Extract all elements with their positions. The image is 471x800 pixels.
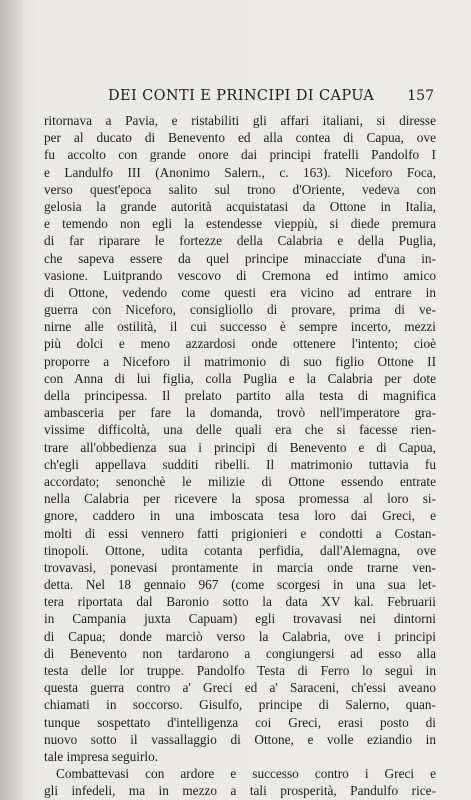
text-line: di Ottone, vedendo come questi era vicino ad entrare in: [44, 284, 436, 300]
text-line: guerra con Niceforo, consigliollo di provare, prima di ve-: [44, 302, 436, 318]
text-line: accordato; senonchè le milizie di Ottone essendo entrate: [44, 473, 436, 489]
text-line: con Anna di lui figlia, colla Puglia e la Calabria per dote: [44, 370, 436, 386]
text-line: detta. Nel 18 gennaio 967 (come scorgesi in una sua let-: [44, 577, 436, 593]
text-line: più dolci e meno azzardosi onde ottenere l'intento; cioè: [44, 336, 436, 352]
text-line: tale impresa seguirlo.: [44, 748, 159, 764]
text-line: ambasceria per fare la domanda, trovò nell'imperatore gra-: [44, 405, 436, 421]
text-line: di Capua; donde marciò verso la Calabria, ove i principi: [44, 628, 436, 644]
text-line: nuovo sotto il vassallaggio di Ottone, e volle eziandio in: [44, 731, 436, 747]
text-line: trovavasi, ponevasi prontamente in marcia onde trarne ven-: [44, 559, 436, 575]
text-line: chiamati in soccorso. Gisulfo, principe di Salerno, quan-: [44, 697, 436, 713]
text-line: nirne alle ostilità, il cui successo è sempre incerto, mezzi: [44, 319, 436, 335]
page-number: 157: [407, 88, 434, 104]
binding-shadow: [0, 0, 22, 800]
body-text: [44, 112, 436, 800]
text-line: ch'egli appellava sudditi ribelli. Il matrimonio tuttavia fu: [44, 456, 436, 472]
text-line: vissime difficoltà, una delle quali era che si facesse rien-: [44, 422, 436, 438]
text-line: trare all'obbedienza sua i principi di Benevento e di Capua,: [44, 439, 436, 455]
text-line: che sapeva essere da quel principe minacciate d'una in-: [44, 250, 436, 266]
text-line: e Landulfo III (Anonimo Salern., c. 163). Niceforo Foca,: [44, 164, 436, 180]
text-line: di Benevento non tardarono a congiungersi ad esso alla: [44, 645, 436, 661]
text-line: verso quest'epoca salito sul trono d'Oriente, vedeva con: [44, 181, 436, 197]
text-line: di far riparare le fortezze della Calabria e della Puglia,: [44, 233, 436, 249]
text-line: della principessa. Il prelato partito alla testa di magnifica: [44, 388, 436, 403]
text-line: nella Calabria per ricevere la sposa promessa al loro si-: [44, 491, 436, 507]
page-header: [34, 88, 434, 108]
text-line: fu accolto con grande onore dai principi fratelli Pandolfo I: [44, 147, 436, 163]
text-line: gli infedeli, ma in mezzo a tali prosperità, Pandulfo rice-: [44, 783, 436, 799]
text-line: questa guerra contro a' Greci ed a' Saraceni, ch'essi aveano: [44, 680, 436, 696]
text-line: per al ducato di Benevento ed alla contea di Capua, ove: [44, 130, 436, 146]
text-line: proporre a Niceforo il matrimonio di suo figlio Ottone II: [44, 353, 436, 369]
text-line: tera riportata dal Baronio sotto la data XV kal. Februarii: [44, 594, 436, 610]
text-line: molti di essi vennero fatti prigionieri e condotti a Costan-: [44, 525, 436, 541]
text-line: tinopoli. Ottone, udita cotanta perfidia, dall'Alemagna, ove: [44, 542, 436, 558]
text-line: gnore, caddero in una imboscata tesa loro dai Greci, e: [44, 508, 436, 524]
text-line: testa delle lor truppe. Pandolfo Testa di Ferro lo seguì in: [44, 663, 436, 678]
text-line: vasione. Luitprando vescovo di Cremona ed intimo amico: [44, 267, 436, 283]
text-line: in Campania juxta Capuam) egli trovavasi nei dintorni: [44, 611, 436, 627]
text-line: ritornava a Pavia, e ristabiliti gli affari italiani, si diresse: [44, 113, 436, 128]
text-line: gelosia la grande autorità acquistatasi da Ottone in Italia,: [44, 198, 436, 214]
text-line: tunque sospettato d'intelligenza coi Greci, erasi posto di: [44, 714, 436, 730]
text-line: e temendo non egli la estendesse vieppiù, si diede premura: [44, 216, 436, 232]
running-title: DEI CONTI E PRINCIPI DI CAPUA: [108, 88, 375, 104]
text-line: Combattevasi con ardore e successo contro i Greci e: [56, 766, 436, 782]
